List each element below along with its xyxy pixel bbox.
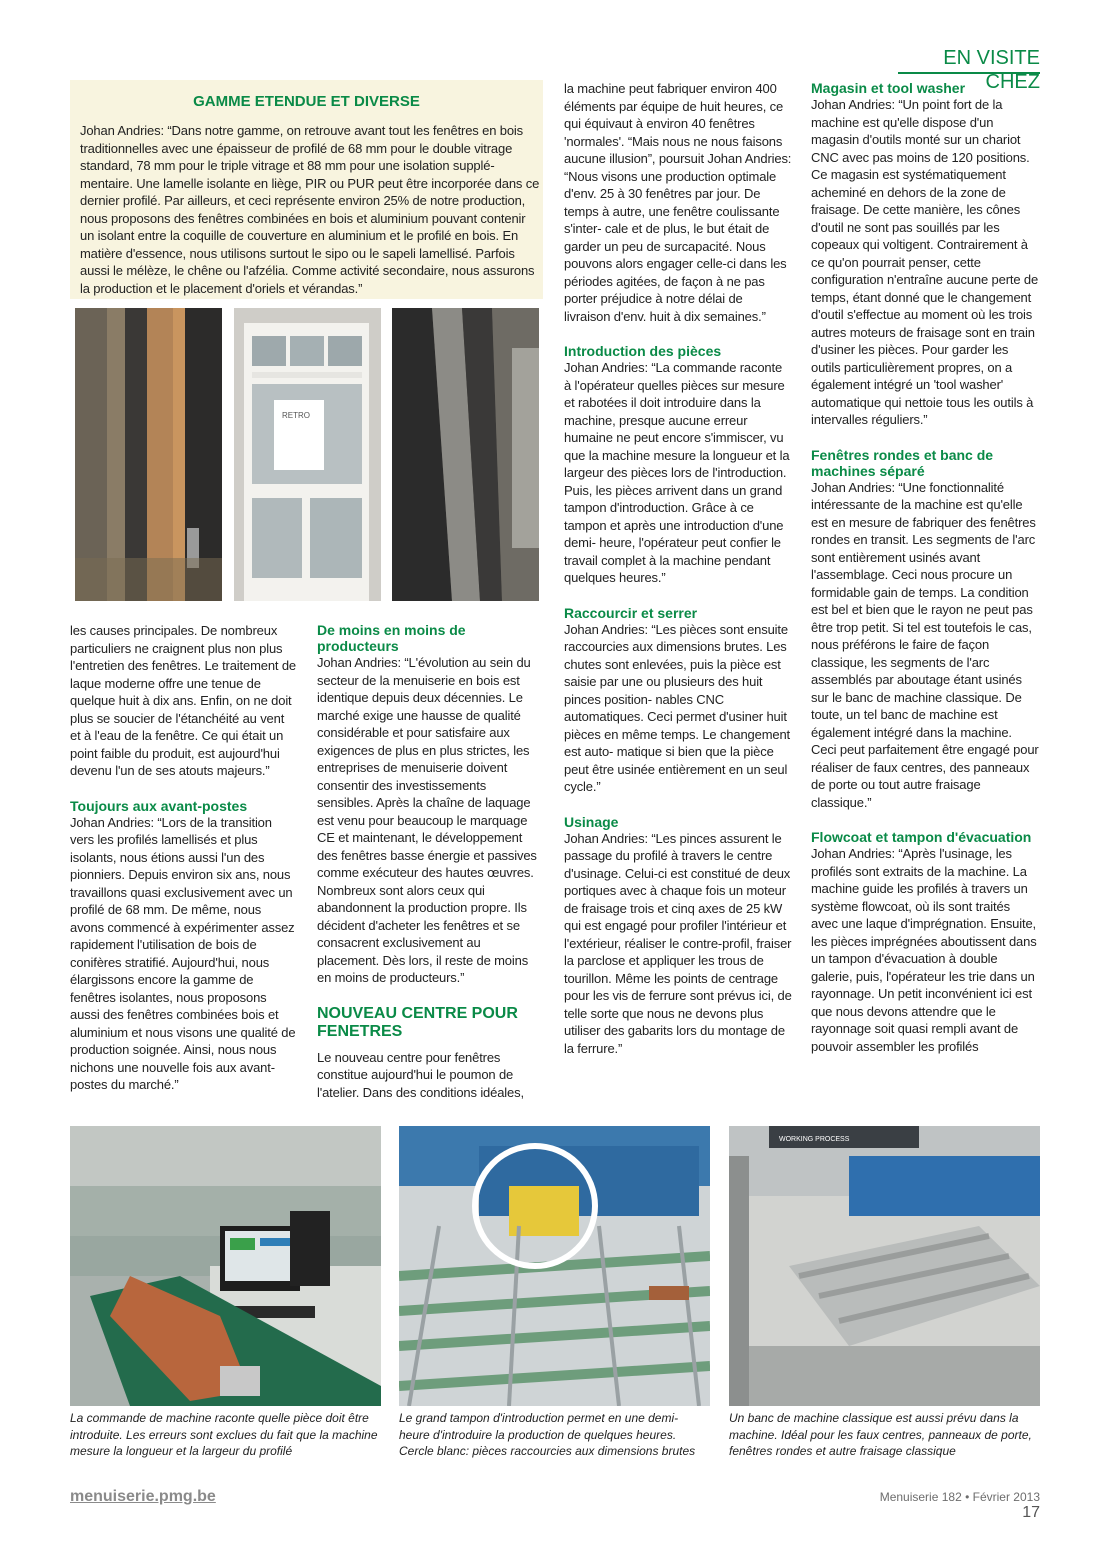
col4-heading-2: Fenêtres rondes et banc de machines séparé [811, 446, 994, 479]
column-1 [70, 622, 296, 1094]
website-link[interactable]: menuiserie.pmg.be [70, 1488, 216, 1505]
col3-body-3: Johan Andries: “Les pinces assurent le passage du profilé à travers le centre d'usinage. Celui-ci est constitué de deux portiques avec à chaque fois un moteur de fraisage trois et cinq axes de 25 kW qui est engagé pour profiler l'intérieur et l'extérieur, réaliser le contre-profil, fraiser la parclose et appliquer les trous de tourillon. Même les points de centrage pour les vis de ferrure sont prévus ici, de telle sorte que nous ne devons plus utiliser des gabarits lors du montage de la ferrure.” [564, 830, 792, 1056]
caption-right: Un banc de machine classique est aussi prévu dans la machine. Idéal pour les faux centres, panneaux de porte, fenêtres rondes et autre fraisage classique [729, 1411, 1032, 1458]
col4-heading-3: Flowcoat et tampon d'évacuation [811, 829, 1032, 845]
column-2 [317, 622, 543, 1101]
window-display-photo [234, 308, 381, 601]
caption-middle: Le grand tampon d'introduction permet en une demi- heure d'introduire la production de quelques heures. Cercle blanc: pièces raccourcies aux dimensions brutes [399, 1411, 696, 1458]
col1-heading: Toujours aux avant-postes [70, 797, 248, 814]
page-number: 17 [1022, 1504, 1040, 1521]
sidebar-title: GAMME ETENDUE ET DIVERSE [193, 93, 420, 110]
col3-body-2: Johan Andries: “Les pièces sont ensuite raccourcies aux dimensions brutes. Les chutes sont enlevées, puis la pièce est saisie par une ou plusieurs des huit pinces position- nables CNC automatiques. Ceci permet d'usiner huit pièces en même temps. Le changement est auto- matique si bien que la pièce peut être usinée entièrement en un seul cycle.” [564, 621, 790, 794]
window-profile-photo-1 [75, 308, 222, 601]
col2-heading-1: De moins en moins de producteurs [317, 622, 466, 654]
col3-body-1: Johan Andries: “La commande raconte à l'opérateur quelles pièces sur mesure et rabotées il doit introduire dans la machine, presque aucune erreur humaine ne peut encore s'immiscer, vu que la machine mesure la longueur et la largeur des pièces lors de l'introduction. Puis, les pièces arrivent dans un grand tampon d'introduction. Grâce à ce tampon et après une introduction d'une demi- heure, l'opérateur peut confier le travail complet à la machine pendant quelques heures.” [564, 360, 790, 585]
issue-info [860, 1490, 1040, 1522]
machine-bench-photo [729, 1126, 1040, 1406]
col4-body-3: Johan Andries: “Après l'usinage, les profilés sont extraits de la machine. La machine guide les profilés à travers un système flowcoat, où ils sont traités avec une laque d'imprégnation. Ensuite, les pièces imprégnées aboutissent dans un tampon d'évacuation à double galerie, puis, l'opérateur les trie dans un rayonnage. Un petit inconvénient ici est que nous devons attendre que le rayonnage soit quasi rempli avant de pouvoir assembler les profilés [811, 846, 1037, 1054]
machine-label: WORKING PROCESS [779, 1136, 850, 1143]
window-profile-photo-2 [392, 308, 539, 601]
col3-heading-3: Usinage [564, 813, 619, 830]
col2-body-2: Le nouveau centre pour fenêtres constitue aujourd'hui le poumon de l'atelier. Dans des conditions idéales, [317, 1049, 524, 1100]
sidebar-box [70, 80, 543, 299]
sidebar-body: Johan Andries: “Dans notre gamme, on retrouve avant tout les fenêtres en bois traditionnelles avec une épaisseur de profilé de 68 mm pour le double vitrage standard, 78 mm pour le triple vitrage et 88 mm pour une isolation supplé- mentaire. Une lamelle isolante en liège, PIR ou PUR peut être incorporée dans ce dernier profilé. Par ailleurs, et ceci représente environ 25% de notre production, nous proposons des fenêtres combinées en bois et aluminium pouvant contenir un isolant entre la coquille de couverture en aluminium et le profilé en bois. En matière d'essence, nous utilisons surtout le sipo ou le sapeli lamellisé. Parfois aussi le mélèze, le chêne ou l'afzélia. Comme activité secondaire, nous assurons la production et le placement d'oriels et vérandas.” [80, 123, 540, 296]
col2-heading-2: NOUVEAU CENTRE POUR FENETRES [317, 1004, 518, 1040]
col4-body-1: Johan Andries: “Un point fort de la machine est qu'elle dispose d'un magasin d'outils monté sur un chariot CNC avec pas moins de 120 positions. Ce magasin est systématiquement acheminé en dehors de la zone de fraisage. De cette manière, les cônes d'outil ne sont pas souillés par les copeaux qui voltigent. Contrairement à ce qu'on pourrait penser, cette configuration n'entraîne aucune perte de temps, étant donné que le changement d'outil s'effectue au moment où les trois autres moteurs de fraisage sont en train d'usiner les pièces. Pour garder les outils particulièrement propres, on a également intégré un 'tool washer' automatique qui nettoie tous les outils à intervalles réguliers.” [811, 97, 1039, 427]
screen-logo: RETRO [282, 411, 310, 420]
infeed-buffer-photo [399, 1126, 710, 1406]
col1-body: Johan Andries: “Lors de la transition vers les profilés lamellisés et plus isolants, nous étions aussi l'un des pionniers. Depuis environ six ans, nous travaillons quasi exclusivement avec un profilé de 68 mm. De même, nous avons commencé à expérimenter assez rapidement l'utilisation de bois de conifères stratifié. Aujourd'hui, nous élargissons encore la gamme de fenêtres isolantes, nous proposons aussi des fenêtres combinées bois et aluminium et nous visons une qualité de production soignée. Ainsi, nous nous nichons une nouvelle fois aux avant-postes du marché.” [70, 814, 296, 1092]
col4-heading-1: Magasin et tool washer [811, 80, 966, 96]
col3-heading-2: Raccourcir et serrer [564, 604, 698, 621]
col2-body-1: Johan Andries: “L'évolution au sein du secteur de la menuiserie en bois est identique depuis deux décennies. Le marché exige une hausse de qualité considérable et pour satisfaire aux exigences de plus en plus strictes, les entreprises de menuiserie doivent consentir des investissements sensibles. Après la chaîne de laquage est venu pour beaucoup le marquage CE et maintenant, le développement des fenêtres basse énergie et passives comme exécuteur des hautes œuvres. Nombreux sont alors ceux qui abandonnent la production propre. Ils décident d'acheter les fenêtres et se consacrent exclusivement au placement. Dès lors, il reste de moins en moins de producteurs.” [317, 655, 537, 985]
col4-body-2: Johan Andries: “Une fonctionnalité intéressante de la machine est qu'elle est en mesure de fabriquer des fenêtres rondes en transit. Les segments de l'arc sont entièrement usinés avant l'assemblage. Ceci nous procure un formidable gain de temps. La condition est bel et bien que le rayon ne peut pas être trop petit. Si tel est toutefois le cas, nous préférons le faire de façon classique, les segments de l'arc assemblés par aboutage étant usinés sur le banc de machine classique. De toute, un tel banc de machine est également intégré dans la machine. Ceci peut parfaitement être engagé pour réaliser de faux centres, des panneaux de porte ou tout autre fraisage classique.” [811, 479, 1039, 810]
section-tag: EN VISITE CHEZ [898, 46, 1040, 74]
column-3 [564, 80, 792, 1057]
col3-heading-1: Introduction des pièces [564, 343, 722, 359]
col1-intro: les causes principales. De nombreux particuliers ne craignent plus non plus l'entretien des fenêtres. Le traitement de laque moderne offre une tenue de quelque huit à dix ans. Enfin, on ne doit plus se soucier de l'étanchéité au vent et à l'eau de la fenêtre. Ce qui était un point faible du produit, est aujourd'hui devenu l'un de ses atouts majeurs.” [70, 623, 296, 778]
machine-control-photo [70, 1126, 381, 1406]
col3-intro: la machine peut fabriquer environ 400 éléments par équipe de huit heures, ce qui équivaut à environ 40 fenêtres 'normales'. “Mais nous ne nous faisons aucune illusion”, poursuit Johan Andries: “Nous visons une production optimale d'env. 25 à 30 fenêtres par jour. De temps à autre, une fenêtre coulissante s'inter- cale et de plus, le but était de garder un peu de surcapacité. Nous pouvons alors engager celle-ci dans les périodes agitées, de façon à ne pas porter préjudice à notre délai de livraison d'env. huit à dix semaines.” [564, 81, 792, 324]
column-4 [811, 80, 1039, 1055]
issue-label: Menuiserie 182 • Février 2013 [879, 1490, 1040, 1504]
caption-left: La commande de machine raconte quelle pièce doit être introduite. Les erreurs sont exclues du fait que la machine mesure la longueur et la largeur du profilé [70, 1411, 378, 1458]
